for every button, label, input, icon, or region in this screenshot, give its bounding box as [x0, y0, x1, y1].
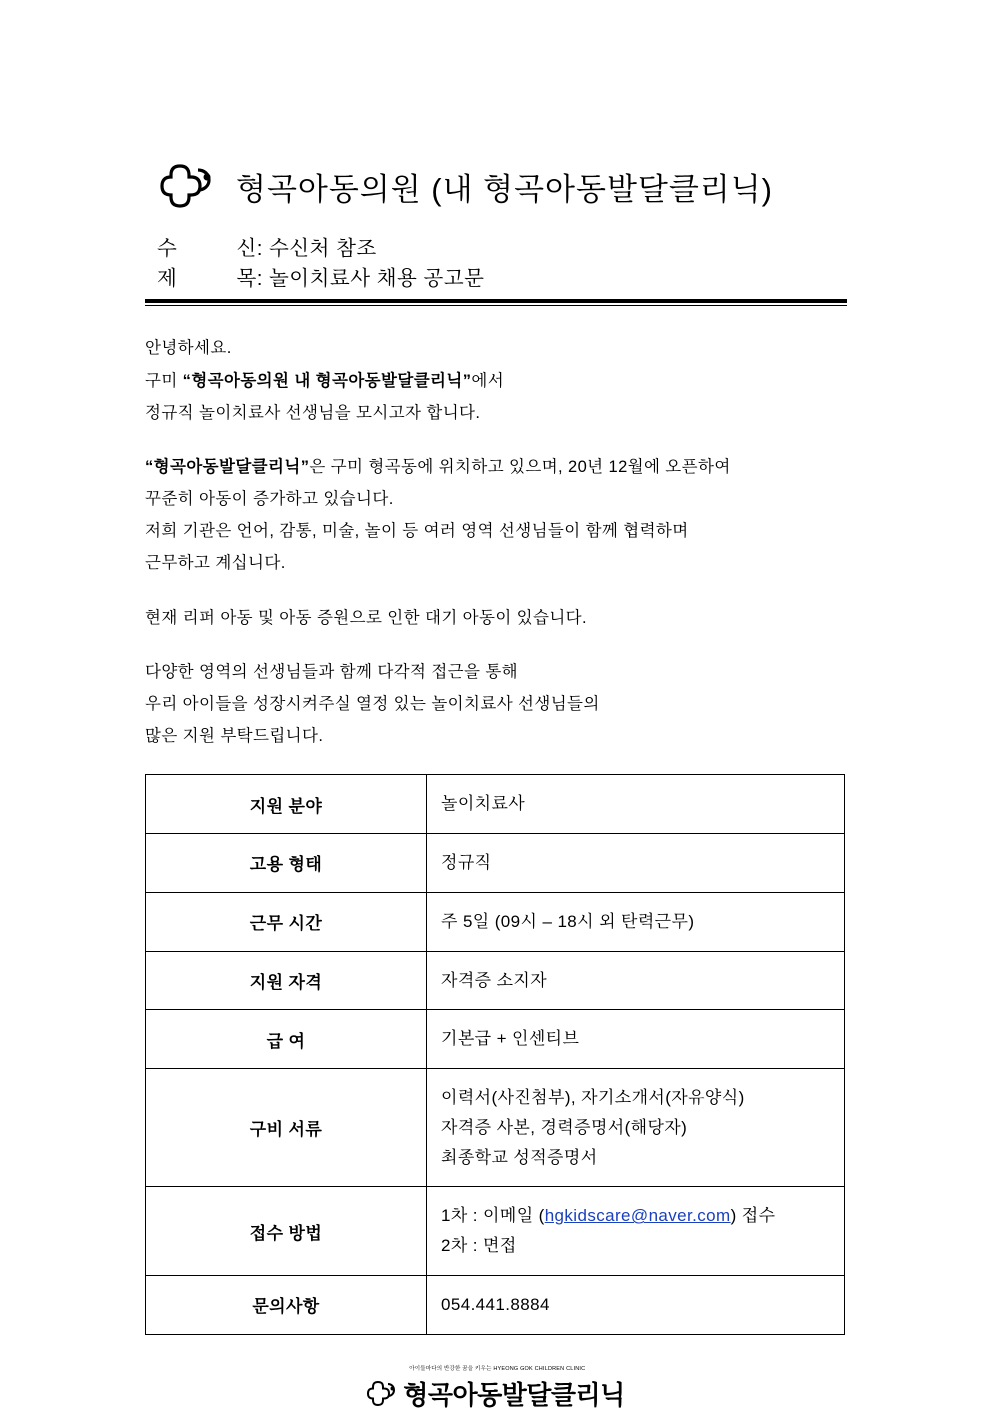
table-key-employment-type: 고용 형태: [146, 834, 427, 893]
body-para2-line2: 꾸준히 아동이 증가하고 있습니다.: [145, 490, 394, 509]
page-title: 형곡아동의원 (내 형곡아동발달클리닉): [236, 171, 774, 207]
footer-text: [403, 1365, 625, 1412]
medical-cross-icon: [160, 160, 218, 212]
clinic-short-name-quoted: “형곡아동발달클리닉”: [145, 457, 310, 476]
body-para3: 현재 리퍼 아동 및 아동 증원으로 인한 대기 아동이 있습니다.: [145, 608, 587, 627]
body-para2-line1: [145, 451, 847, 483]
body-para4-line1: 다양한 영역의 선생님들과 함께 다각적 접근을 통해: [145, 662, 519, 681]
header-divider-thin: [145, 305, 847, 306]
table-row: [146, 834, 845, 893]
body-greeting: 안녕하세요.: [145, 339, 232, 358]
application-email-prefix: 1차 : 이메일 (: [441, 1206, 545, 1226]
table-row: [146, 775, 845, 834]
table-row: [146, 892, 845, 951]
body-spacer-3: [145, 634, 847, 656]
footer-tagline: 아이들마다의 반강한 꿈을 키우는 HYEONG GOK CHILDREN CLINIC: [409, 1365, 586, 1372]
body-line-2: [145, 365, 847, 397]
subject-value: 놀이치료사 채용 공고문: [269, 266, 485, 290]
body-spacer-1: [145, 429, 847, 451]
body-para4-line3: 많은 지원 부탁드립니다.: [145, 727, 324, 746]
body-para2-line3: 저희 기관은 언어, 감통, 미술, 놀이 등 여러 영역 선생님들이 함께 협력하며: [145, 522, 689, 541]
recipient-row: [157, 234, 847, 264]
table-key-work-hours: 근무 시간: [146, 892, 427, 951]
table-key-qualification: 지원 자격: [146, 951, 427, 1010]
table-value-contact: 054.441.8884: [427, 1275, 845, 1334]
body-line-2-prefix: 구미: [145, 371, 183, 390]
document-header: [145, 0, 847, 212]
table-value-work-hours: 주 5일 (09시 – 18시 외 탄력근무): [427, 892, 845, 951]
body-spacer-2: [145, 580, 847, 602]
body-para2-line4: 근무하고 계십니다.: [145, 554, 286, 573]
footer-logo: [367, 1365, 625, 1412]
application-email-line: [441, 1201, 830, 1231]
body-line-2-suffix: 에서: [471, 371, 505, 390]
subject-label: 제 목:: [157, 266, 263, 290]
table-key-application-method: 접수 방법: [146, 1187, 427, 1276]
table-row: [146, 1010, 845, 1069]
table-value-salary: 기본급 + 인센티브: [427, 1010, 845, 1069]
subject-row: [157, 264, 847, 294]
clinic-name-quoted: “형곡아동의원 내 형곡아동발달클리닉”: [182, 371, 472, 390]
table-key-contact: 문의사항: [146, 1275, 427, 1334]
table-key-field: 지원 분야: [146, 775, 427, 834]
table-row: [146, 1069, 845, 1187]
body-line-3: 정규직 놀이치료사 선생님을 모시고자 합니다.: [145, 403, 481, 422]
documents-line-1: 이력서(사진첨부), 자기소개서(자유양식): [441, 1088, 745, 1108]
table-value-documents: [427, 1069, 845, 1187]
footer-clinic-name: 형곡아동발달클리닉: [403, 1379, 625, 1410]
recipient-label: 수 신:: [157, 237, 263, 260]
document-body: [145, 332, 847, 752]
recipient-value: 수신처 참조: [269, 237, 377, 260]
document-meta: [145, 234, 847, 293]
table-key-salary: 급 여: [146, 1010, 427, 1069]
table-value-employment-type: 정규직: [427, 834, 845, 893]
email-link[interactable]: hgkidscare@naver.com: [544, 1206, 731, 1226]
table-value-application-method: [427, 1187, 845, 1276]
table-row: [146, 1187, 845, 1276]
table-value-field: 놀이치료사: [427, 775, 845, 834]
table-row: [146, 1275, 845, 1334]
document-footer: [145, 1365, 847, 1412]
application-step-2: 2차 : 면접: [441, 1236, 517, 1256]
application-email-suffix: ) 접수: [730, 1206, 776, 1226]
body-para4-line2: 우리 아이들을 성장시켜주실 열정 있는 놀이치료사 선생님들의: [145, 694, 600, 713]
body-para2-rest: 은 구미 형곡동에 위치하고 있으며, 20년 12월에 오픈하여: [309, 457, 731, 476]
table-row: [146, 951, 845, 1010]
table-value-qualification: 자격증 소지자: [427, 951, 845, 1010]
table-key-documents: 구비 서류: [146, 1069, 427, 1187]
header-divider-thick: [145, 299, 847, 303]
documents-line-2: 자격증 사본, 경력증명서(해당자): [441, 1117, 688, 1137]
job-details-table: [145, 774, 845, 1334]
documents-line-3: 최종학교 성적증명서: [441, 1147, 598, 1167]
